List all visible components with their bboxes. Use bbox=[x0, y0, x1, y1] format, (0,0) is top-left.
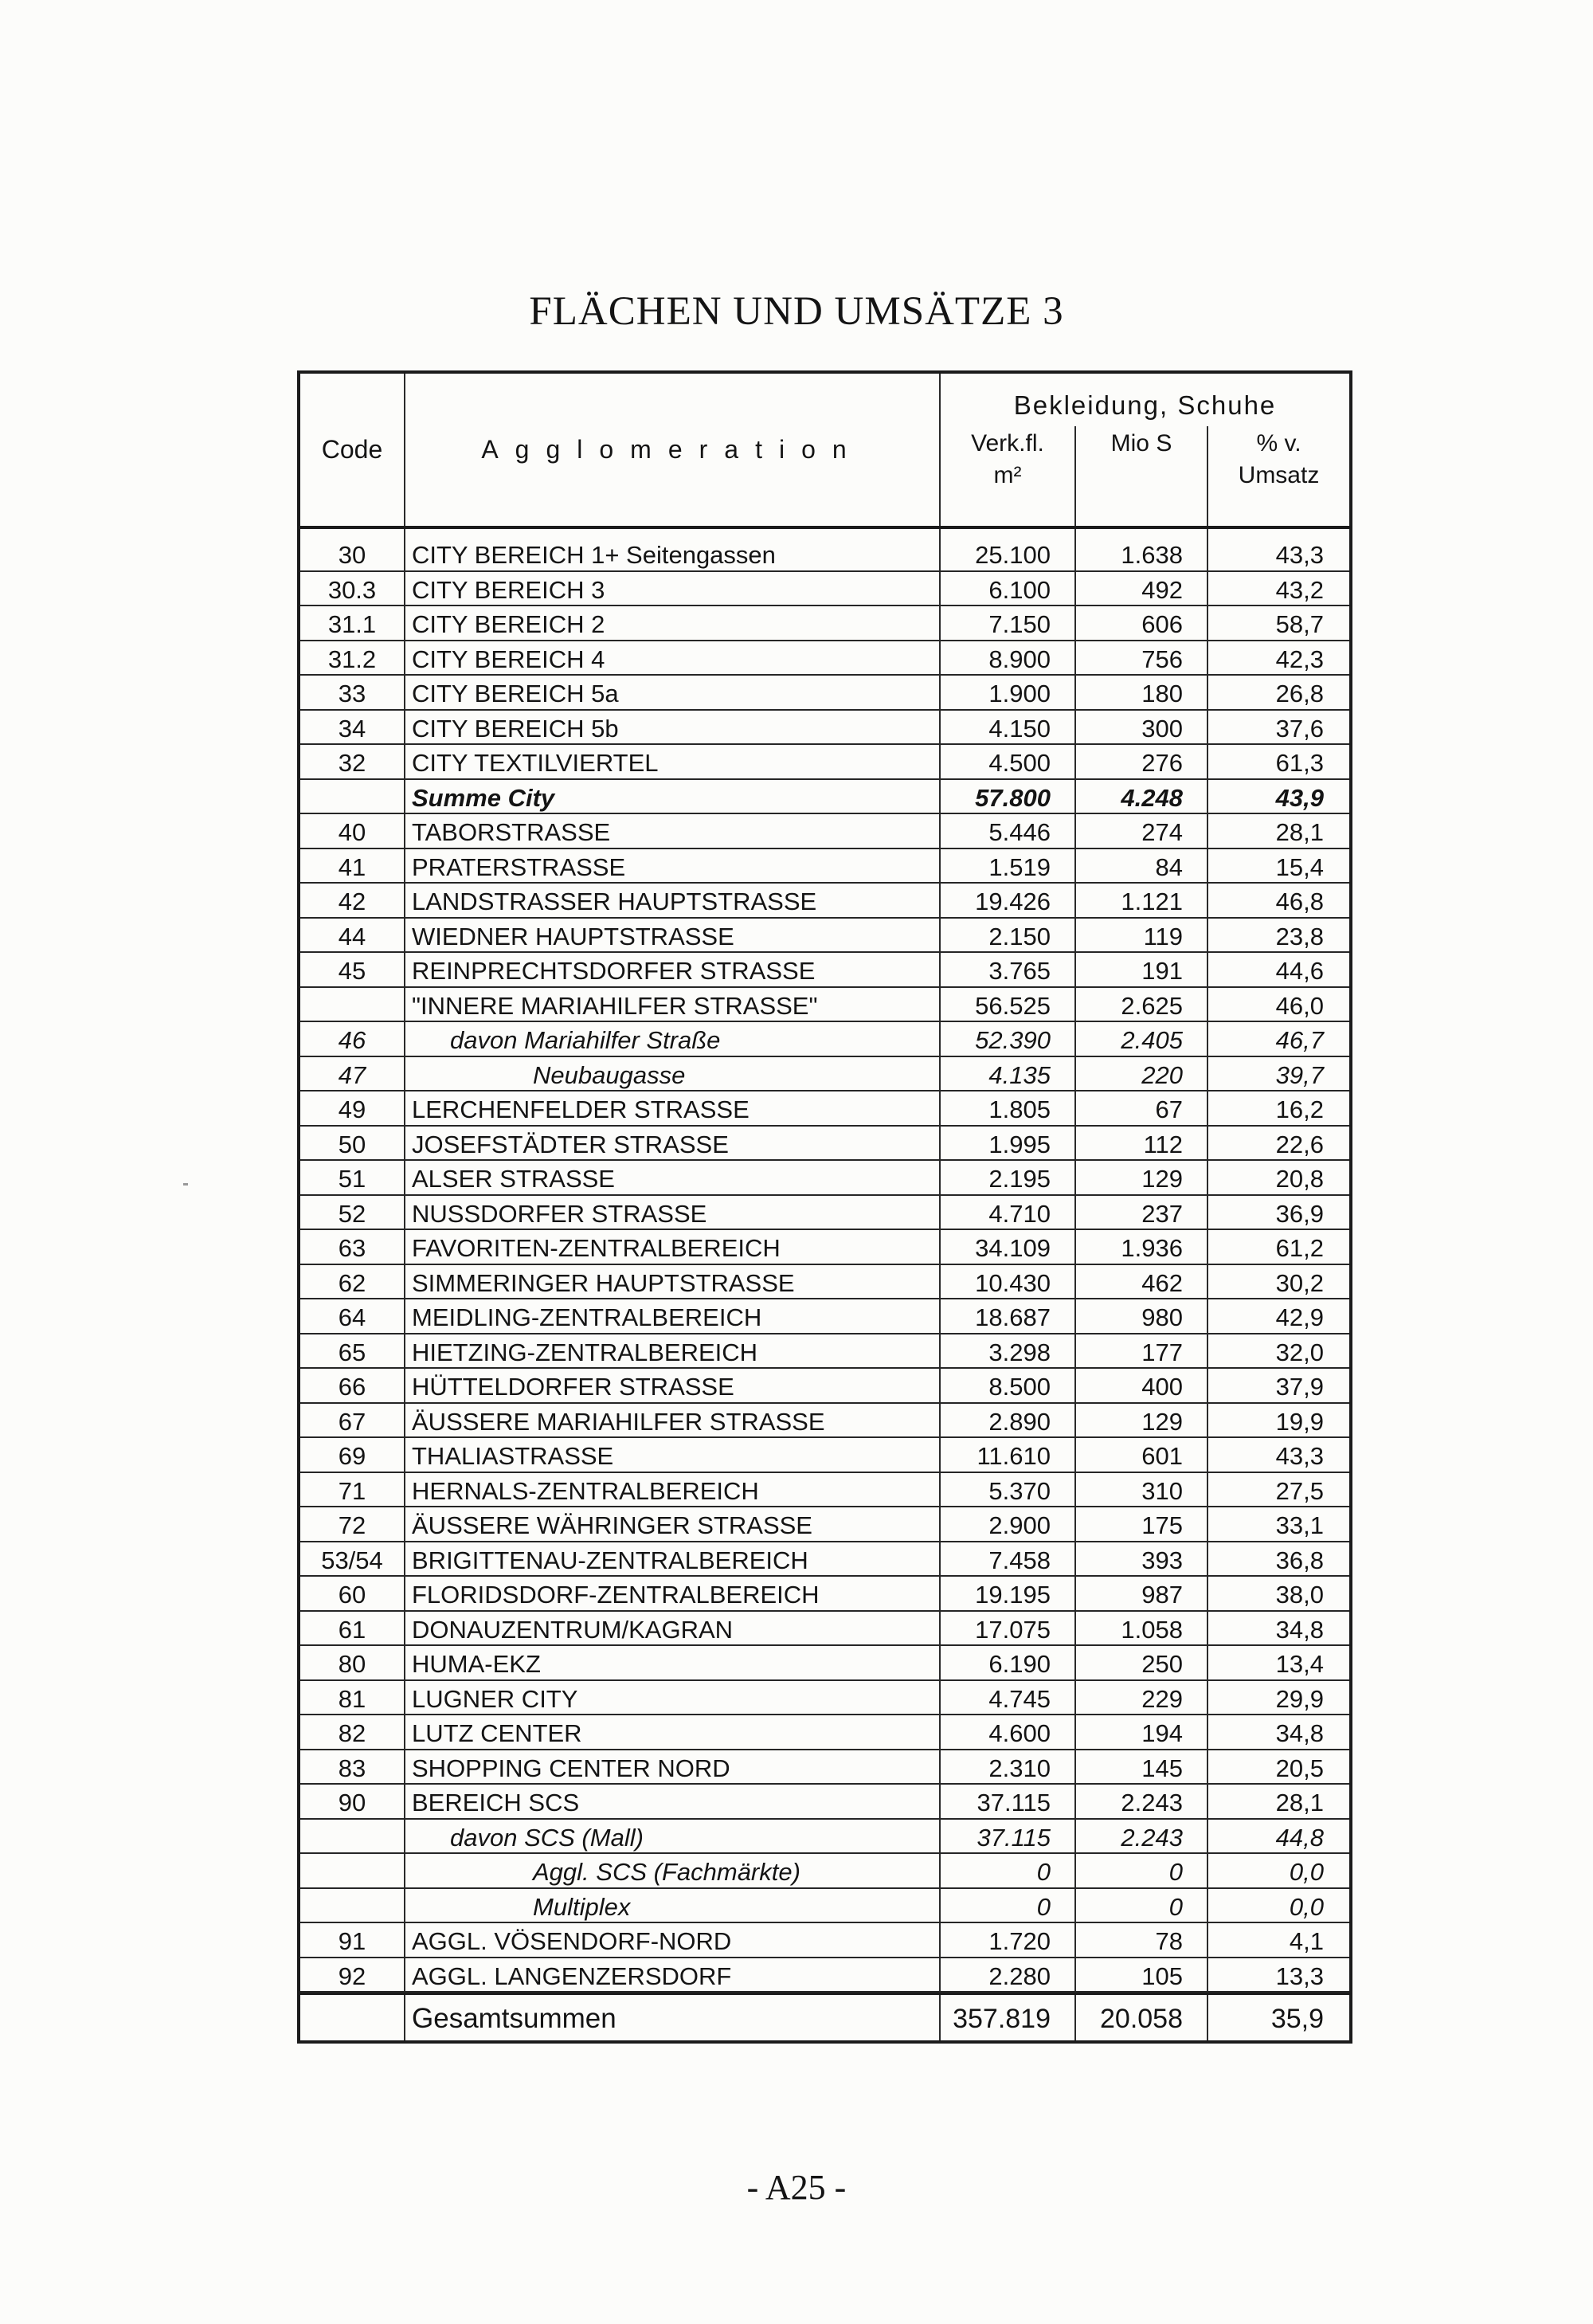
row-name: AGGL. VÖSENDORF-NORD bbox=[405, 1923, 941, 1957]
table-row bbox=[300, 1854, 1349, 1889]
table-row bbox=[300, 711, 1349, 746]
table-row bbox=[300, 1299, 1349, 1334]
row-pct: 13,3 bbox=[1275, 1961, 1324, 1990]
row-verkfl: 25.100 bbox=[941, 537, 1076, 570]
row-code: 41 bbox=[300, 849, 405, 883]
row-code: 91 bbox=[300, 1923, 405, 1957]
table-row bbox=[300, 676, 1349, 711]
row-name: HIETZING-ZENTRALBEREICH bbox=[405, 1334, 941, 1368]
total-row bbox=[300, 1993, 1349, 2040]
row-mio: 300 bbox=[1076, 711, 1208, 744]
row-name: LUTZ CENTER bbox=[405, 1715, 941, 1749]
row-mio: 67 bbox=[1076, 1091, 1208, 1125]
row-code bbox=[300, 1820, 405, 1853]
row-verkfl: 37.115 bbox=[941, 1820, 1076, 1853]
row-verkfl: 3.765 bbox=[941, 953, 1076, 986]
row-name: JOSEFSTÄDTER STRASSE bbox=[405, 1127, 941, 1160]
row-name: BRIGITTENAU-ZENTRALBEREICH bbox=[405, 1542, 941, 1576]
page-number: - A25 - bbox=[746, 2168, 847, 2207]
row-name: LANDSTRASSER HAUPTSTRASSE bbox=[405, 884, 941, 917]
row-pct: 29,9 bbox=[1275, 1684, 1324, 1713]
table-row bbox=[300, 1958, 1349, 1993]
row-code: 83 bbox=[300, 1750, 405, 1784]
row-verkfl: 0 bbox=[941, 1854, 1076, 1887]
row-pct: 28,1 bbox=[1275, 1789, 1324, 1816]
total-verkfl: 357.819 bbox=[941, 1995, 1076, 2040]
table-row bbox=[300, 1057, 1349, 1092]
table-row bbox=[300, 849, 1349, 884]
total-mio: 20.058 bbox=[1076, 1995, 1208, 2040]
row-mio: 177 bbox=[1076, 1334, 1208, 1368]
row-mio: 1.638 bbox=[1076, 537, 1208, 570]
row-code: 32 bbox=[300, 745, 405, 778]
row-pct: 46,0 bbox=[1275, 991, 1324, 1020]
row-verkfl: 17.075 bbox=[941, 1612, 1076, 1645]
row-code: 81 bbox=[300, 1681, 405, 1715]
row-code: 50 bbox=[300, 1127, 405, 1160]
row-code: 44 bbox=[300, 919, 405, 952]
table-row bbox=[300, 1091, 1349, 1127]
table-row bbox=[300, 1438, 1349, 1473]
row-pct: 28,1 bbox=[1275, 818, 1324, 846]
row-pct: 13,4 bbox=[1275, 1650, 1324, 1678]
row-pct: 58,7 bbox=[1275, 610, 1324, 638]
row-name: davon SCS (Mall) bbox=[405, 1820, 941, 1853]
row-code: 66 bbox=[300, 1369, 405, 1402]
row-pct: 32,0 bbox=[1275, 1338, 1324, 1366]
header-agglomeration: Agglomeration bbox=[405, 374, 941, 526]
table-row bbox=[300, 641, 1349, 676]
row-code bbox=[300, 988, 405, 1021]
row-mio: 229 bbox=[1076, 1681, 1208, 1715]
row-verkfl: 56.525 bbox=[941, 988, 1076, 1021]
row-name: HÜTTELDORFER STRASSE bbox=[405, 1369, 941, 1402]
row-name: CITY BEREICH 1+ Seitengassen bbox=[405, 537, 941, 570]
row-verkfl: 1.995 bbox=[941, 1127, 1076, 1160]
table-row bbox=[300, 745, 1349, 780]
row-mio: 191 bbox=[1076, 953, 1208, 986]
row-pct: 34,8 bbox=[1275, 1615, 1324, 1644]
row-mio: 987 bbox=[1076, 1577, 1208, 1610]
row-pct: 38,0 bbox=[1275, 1581, 1324, 1609]
row-verkfl: 34.109 bbox=[941, 1230, 1076, 1264]
row-mio: 112 bbox=[1076, 1127, 1208, 1160]
table-row bbox=[300, 814, 1349, 849]
table-row bbox=[300, 1334, 1349, 1370]
row-verkfl: 7.458 bbox=[941, 1542, 1076, 1576]
header-code: Code bbox=[300, 374, 405, 526]
total-pct: 35,9 bbox=[1270, 2004, 1324, 2034]
row-pct: 20,8 bbox=[1275, 1165, 1324, 1193]
row-verkfl: 5.446 bbox=[941, 814, 1076, 848]
row-name: CITY BEREICH 3 bbox=[405, 572, 941, 605]
row-pct: 22,6 bbox=[1275, 1130, 1324, 1158]
page-title: FLÄCHEN UND UMSÄTZE 3 bbox=[529, 289, 1064, 334]
row-code: 92 bbox=[300, 1958, 405, 1992]
row-name: LUGNER CITY bbox=[405, 1681, 941, 1715]
row-name: DONAUZENTRUM/KAGRAN bbox=[405, 1612, 941, 1645]
table-row bbox=[300, 1230, 1349, 1265]
table-row bbox=[300, 1507, 1349, 1542]
row-name: SIMMERINGER HAUPTSTRASSE bbox=[405, 1265, 941, 1299]
row-pct: 20,5 bbox=[1275, 1754, 1324, 1782]
row-name: MEIDLING-ZENTRALBEREICH bbox=[405, 1299, 941, 1333]
row-verkfl: 1.900 bbox=[941, 676, 1076, 709]
row-mio: 492 bbox=[1076, 572, 1208, 605]
row-code: 34 bbox=[300, 711, 405, 744]
table-row bbox=[300, 1785, 1349, 1820]
header-verkfl: Verk.fl. m² bbox=[941, 426, 1076, 526]
row-code: 80 bbox=[300, 1646, 405, 1679]
row-verkfl: 4.745 bbox=[941, 1681, 1076, 1715]
row-verkfl: 4.710 bbox=[941, 1196, 1076, 1229]
row-name: Neubaugasse bbox=[405, 1057, 941, 1091]
row-verkfl: 7.150 bbox=[941, 606, 1076, 640]
row-verkfl: 2.280 bbox=[941, 1958, 1076, 1992]
row-name: HUMA-EKZ bbox=[405, 1646, 941, 1679]
row-mio: 393 bbox=[1076, 1542, 1208, 1576]
row-verkfl: 1.519 bbox=[941, 849, 1076, 883]
table-row bbox=[300, 1646, 1349, 1681]
table-header bbox=[300, 374, 1349, 529]
table-row bbox=[300, 1127, 1349, 1162]
row-pct: 15,4 bbox=[1275, 852, 1324, 881]
row-name: CITY TEXTILVIERTEL bbox=[405, 745, 941, 778]
row-code: 47 bbox=[300, 1057, 405, 1091]
row-pct: 23,8 bbox=[1275, 922, 1324, 950]
row-mio: 78 bbox=[1076, 1923, 1208, 1957]
row-pct: 44,8 bbox=[1275, 1823, 1324, 1852]
row-code: 90 bbox=[300, 1785, 405, 1818]
row-code: 31.2 bbox=[300, 641, 405, 675]
row-pct: 0,0 bbox=[1289, 1858, 1324, 1886]
row-verkfl: 1.805 bbox=[941, 1091, 1076, 1125]
row-mio: 129 bbox=[1076, 1404, 1208, 1437]
row-verkfl: 2.150 bbox=[941, 919, 1076, 952]
table-row bbox=[300, 572, 1349, 607]
row-name: ÄUSSERE MARIAHILFER STRASSE bbox=[405, 1404, 941, 1437]
row-mio: 274 bbox=[1076, 814, 1208, 848]
row-verkfl: 19.195 bbox=[941, 1577, 1076, 1610]
scan-mark bbox=[183, 1183, 188, 1186]
row-pct: 61,2 bbox=[1275, 1234, 1324, 1262]
data-table bbox=[297, 370, 1352, 2044]
row-code: 61 bbox=[300, 1612, 405, 1645]
table-row bbox=[300, 1681, 1349, 1716]
row-code: 67 bbox=[300, 1404, 405, 1437]
table-row bbox=[300, 537, 1349, 572]
row-pct: 39,7 bbox=[1275, 1060, 1324, 1089]
row-code: 62 bbox=[300, 1265, 405, 1299]
row-code: 63 bbox=[300, 1230, 405, 1264]
header-pct: % v. Umsatz bbox=[1238, 430, 1320, 488]
row-pct: 43,9 bbox=[1275, 783, 1324, 812]
table-row bbox=[300, 1889, 1349, 1924]
row-mio: 1.058 bbox=[1076, 1612, 1208, 1645]
table-row bbox=[300, 1715, 1349, 1750]
row-mio: 237 bbox=[1076, 1196, 1208, 1229]
row-verkfl: 3.298 bbox=[941, 1334, 1076, 1368]
row-verkfl: 2.890 bbox=[941, 1404, 1076, 1437]
table-row bbox=[300, 1542, 1349, 1577]
row-verkfl: 52.390 bbox=[941, 1022, 1076, 1056]
row-mio: 462 bbox=[1076, 1265, 1208, 1299]
row-verkfl: 4.600 bbox=[941, 1715, 1076, 1749]
row-name: HERNALS-ZENTRALBEREICH bbox=[405, 1473, 941, 1507]
row-pct: 30,2 bbox=[1275, 1268, 1324, 1297]
row-mio: 0 bbox=[1076, 1889, 1208, 1922]
row-name: REINPRECHTSDORFER STRASSE bbox=[405, 953, 941, 986]
row-mio: 2.625 bbox=[1076, 988, 1208, 1021]
row-pct: 33,1 bbox=[1275, 1511, 1324, 1539]
row-verkfl: 2.900 bbox=[941, 1507, 1076, 1541]
row-mio: 980 bbox=[1076, 1299, 1208, 1333]
table-body bbox=[300, 537, 1349, 1993]
row-verkfl: 4.150 bbox=[941, 711, 1076, 744]
row-verkfl: 18.687 bbox=[941, 1299, 1076, 1333]
row-verkfl: 0 bbox=[941, 1889, 1076, 1922]
row-mio: 276 bbox=[1076, 745, 1208, 778]
row-mio: 601 bbox=[1076, 1438, 1208, 1472]
row-mio: 0 bbox=[1076, 1854, 1208, 1887]
row-code: 45 bbox=[300, 953, 405, 986]
row-mio: 756 bbox=[1076, 641, 1208, 675]
table-row bbox=[300, 1161, 1349, 1196]
row-pct: 61,3 bbox=[1275, 749, 1324, 777]
table-row bbox=[300, 953, 1349, 988]
row-code: 31.1 bbox=[300, 606, 405, 640]
row-mio: 250 bbox=[1076, 1646, 1208, 1679]
table-row bbox=[300, 606, 1349, 641]
row-mio: 175 bbox=[1076, 1507, 1208, 1541]
row-name: ÄUSSERE WÄHRINGER STRASSE bbox=[405, 1507, 941, 1541]
row-name: CITY BEREICH 2 bbox=[405, 606, 941, 640]
row-name: FLORIDSDORF-ZENTRALBEREICH bbox=[405, 1577, 941, 1610]
row-mio: 129 bbox=[1076, 1161, 1208, 1194]
row-name: THALIASTRASSE bbox=[405, 1438, 941, 1472]
table-row bbox=[300, 1369, 1349, 1404]
row-code: 30.3 bbox=[300, 572, 405, 605]
row-verkfl: 37.115 bbox=[941, 1785, 1076, 1818]
row-mio: 1.936 bbox=[1076, 1230, 1208, 1264]
table-row bbox=[300, 780, 1349, 815]
row-mio: 145 bbox=[1076, 1750, 1208, 1784]
row-code: 33 bbox=[300, 676, 405, 709]
row-pct: 43,3 bbox=[1275, 1442, 1324, 1470]
row-name: AGGL. LANGENZERSDORF bbox=[405, 1958, 941, 1992]
row-name: LERCHENFELDER STRASSE bbox=[405, 1091, 941, 1125]
row-mio: 194 bbox=[1076, 1715, 1208, 1749]
row-name: SHOPPING CENTER NORD bbox=[405, 1750, 941, 1784]
row-code: 52 bbox=[300, 1196, 405, 1229]
row-name: FAVORITEN-ZENTRALBEREICH bbox=[405, 1230, 941, 1264]
row-mio: 220 bbox=[1076, 1057, 1208, 1091]
row-code: 40 bbox=[300, 814, 405, 848]
row-mio: 2.243 bbox=[1076, 1785, 1208, 1818]
row-pct: 43,2 bbox=[1275, 575, 1324, 604]
row-pct: 27,5 bbox=[1275, 1476, 1324, 1505]
row-code: 72 bbox=[300, 1507, 405, 1541]
row-pct: 37,6 bbox=[1275, 714, 1324, 743]
row-pct: 46,8 bbox=[1275, 888, 1324, 915]
table-row bbox=[300, 1022, 1349, 1057]
row-name: WIEDNER HAUPTSTRASSE bbox=[405, 919, 941, 952]
row-pct: 36,8 bbox=[1275, 1546, 1324, 1574]
row-verkfl: 19.426 bbox=[941, 884, 1076, 917]
row-name: TABORSTRASSE bbox=[405, 814, 941, 848]
row-mio: 119 bbox=[1076, 919, 1208, 952]
row-pct: 19,9 bbox=[1275, 1407, 1324, 1436]
row-pct: 37,9 bbox=[1275, 1373, 1324, 1401]
table-row bbox=[300, 988, 1349, 1023]
row-verkfl: 6.100 bbox=[941, 572, 1076, 605]
row-verkfl: 4.500 bbox=[941, 745, 1076, 778]
row-pct: 43,3 bbox=[1275, 541, 1324, 569]
row-name: ALSER STRASSE bbox=[405, 1161, 941, 1194]
row-verkfl: 4.135 bbox=[941, 1057, 1076, 1091]
row-pct: 0,0 bbox=[1289, 1892, 1324, 1921]
header-group bbox=[941, 374, 1349, 526]
table-row bbox=[300, 1404, 1349, 1439]
row-code: 60 bbox=[300, 1577, 405, 1610]
table-row bbox=[300, 1577, 1349, 1612]
row-mio: 2.243 bbox=[1076, 1820, 1208, 1853]
body-spacer bbox=[300, 529, 1349, 537]
row-pct: 4,1 bbox=[1289, 1927, 1324, 1955]
table-row bbox=[300, 1820, 1349, 1855]
row-mio: 1.121 bbox=[1076, 884, 1208, 917]
row-code: 30 bbox=[300, 537, 405, 570]
row-code bbox=[300, 780, 405, 813]
total-label: Gesamtsummen bbox=[405, 1995, 941, 2040]
table-row bbox=[300, 1923, 1349, 1958]
row-verkfl: 6.190 bbox=[941, 1646, 1076, 1679]
row-verkfl: 8.500 bbox=[941, 1369, 1076, 1402]
row-pct: 36,9 bbox=[1275, 1199, 1324, 1228]
table-row bbox=[300, 919, 1349, 954]
row-code: 42 bbox=[300, 884, 405, 917]
row-mio: 180 bbox=[1076, 676, 1208, 709]
row-mio: 400 bbox=[1076, 1369, 1208, 1402]
row-code bbox=[300, 1889, 405, 1922]
row-pct: 16,2 bbox=[1275, 1095, 1324, 1123]
header-subcolumns bbox=[941, 426, 1349, 526]
table-row bbox=[300, 1473, 1349, 1508]
row-name: "INNERE MARIAHILFER STRASSE" bbox=[405, 988, 941, 1021]
row-mio: 606 bbox=[1076, 606, 1208, 640]
row-code: 65 bbox=[300, 1334, 405, 1368]
row-pct: 42,3 bbox=[1275, 645, 1324, 673]
row-name: NUSSDORFER STRASSE bbox=[405, 1196, 941, 1229]
row-pct: 42,9 bbox=[1275, 1303, 1324, 1331]
row-code: 53/54 bbox=[300, 1542, 405, 1576]
row-name: Summe City bbox=[405, 780, 941, 813]
row-name: davon Mariahilfer Straße bbox=[405, 1022, 941, 1056]
table-row bbox=[300, 884, 1349, 919]
row-name: CITY BEREICH 5b bbox=[405, 711, 941, 744]
table-row bbox=[300, 1612, 1349, 1647]
row-code: 82 bbox=[300, 1715, 405, 1749]
row-code: 64 bbox=[300, 1299, 405, 1333]
row-code: 51 bbox=[300, 1161, 405, 1194]
row-verkfl: 2.195 bbox=[941, 1161, 1076, 1194]
row-name: Aggl. SCS (Fachmärkte) bbox=[405, 1854, 941, 1887]
row-name: PRATERSTRASSE bbox=[405, 849, 941, 883]
row-name: Multiplex bbox=[405, 1889, 941, 1922]
row-code: 71 bbox=[300, 1473, 405, 1507]
row-code: 46 bbox=[300, 1022, 405, 1056]
row-mio: 310 bbox=[1076, 1473, 1208, 1507]
row-name: CITY BEREICH 5a bbox=[405, 676, 941, 709]
row-name: BEREICH SCS bbox=[405, 1785, 941, 1818]
row-pct: 26,8 bbox=[1275, 680, 1324, 707]
table-row bbox=[300, 1196, 1349, 1231]
row-code: 69 bbox=[300, 1438, 405, 1472]
row-verkfl: 10.430 bbox=[941, 1265, 1076, 1299]
header-mio: Mio S bbox=[1076, 426, 1208, 526]
row-mio: 84 bbox=[1076, 849, 1208, 883]
table-row bbox=[300, 1265, 1349, 1300]
header-group-title: Bekleidung, Schuhe bbox=[1013, 390, 1277, 420]
row-name: CITY BEREICH 4 bbox=[405, 641, 941, 675]
row-verkfl: 57.800 bbox=[941, 780, 1076, 813]
row-pct: 44,6 bbox=[1275, 957, 1324, 985]
row-pct: 46,7 bbox=[1275, 1026, 1324, 1054]
row-code: 49 bbox=[300, 1091, 405, 1125]
row-verkfl: 5.370 bbox=[941, 1473, 1076, 1507]
row-verkfl: 8.900 bbox=[941, 641, 1076, 675]
row-verkfl: 1.720 bbox=[941, 1923, 1076, 1957]
row-code bbox=[300, 1854, 405, 1887]
row-verkfl: 11.610 bbox=[941, 1438, 1076, 1472]
row-mio: 105 bbox=[1076, 1958, 1208, 1992]
row-mio: 2.405 bbox=[1076, 1022, 1208, 1056]
row-verkfl: 2.310 bbox=[941, 1750, 1076, 1784]
row-mio: 4.248 bbox=[1076, 780, 1208, 813]
table-row bbox=[300, 1750, 1349, 1785]
row-pct: 34,8 bbox=[1275, 1719, 1324, 1747]
